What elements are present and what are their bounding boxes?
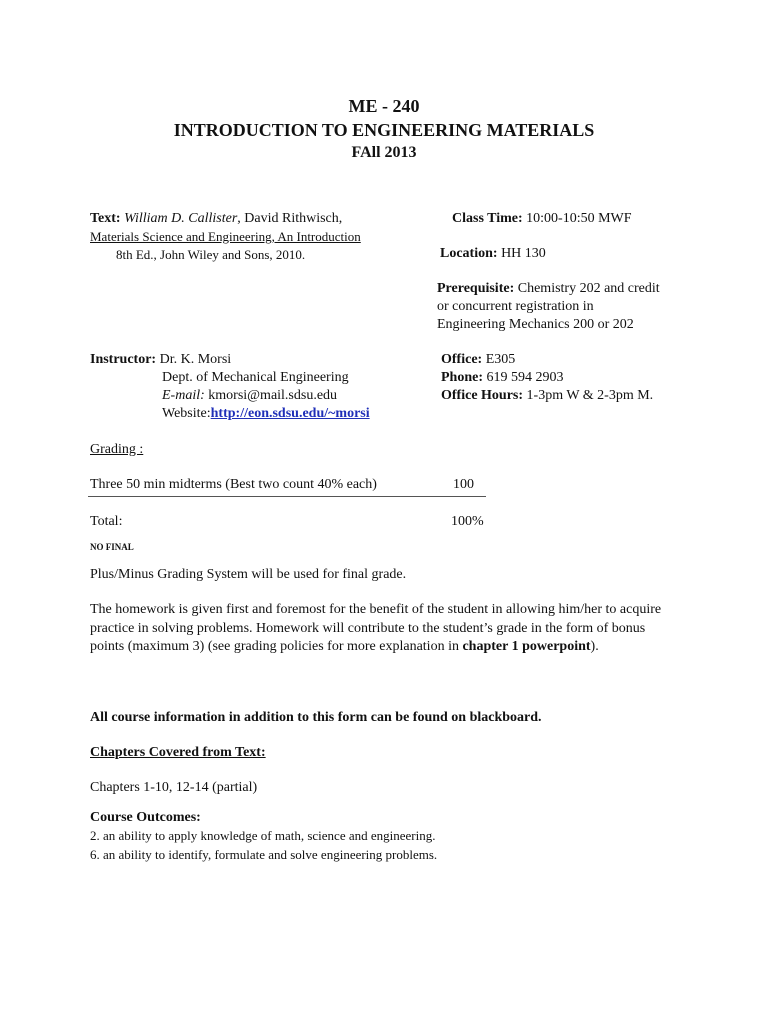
instructor-dept: Dept. of Mechanical Engineering bbox=[162, 370, 349, 385]
no-final-note: NO FINAL bbox=[90, 542, 134, 552]
office-hours-value: 1-3pm W & 2-3pm M. bbox=[526, 388, 654, 403]
location-value: HH 130 bbox=[501, 246, 546, 261]
email-value: kmorsi@mail.sdsu.edu bbox=[208, 388, 338, 403]
instructor-email-line bbox=[162, 387, 337, 405]
grading-total-value: 100% bbox=[451, 514, 484, 529]
book-coauthor: , David Rithwisch, bbox=[237, 211, 343, 226]
class-time-label: Class Time: bbox=[452, 211, 523, 226]
class-time bbox=[452, 210, 632, 228]
text-label: Text: bbox=[90, 211, 121, 226]
website-link[interactable]: http://eon.sdsu.edu/~morsi bbox=[210, 406, 370, 421]
office-line bbox=[441, 351, 515, 369]
text-line bbox=[90, 210, 342, 228]
location-label: Location: bbox=[440, 246, 498, 261]
chapters-value: Chapters 1-10, 12-14 (partial) bbox=[90, 780, 258, 795]
instructor-line bbox=[90, 351, 231, 369]
grading-divider bbox=[88, 496, 486, 497]
prerequisite-value: Chemistry 202 and credit bbox=[517, 281, 660, 296]
chapters-heading: Chapters Covered from Text: bbox=[90, 745, 266, 760]
prerequisite-line-3: Engineering Mechanics 200 or 202 bbox=[437, 317, 634, 332]
homework-text: The homework is given first and foremost for the benefit of the student in allowing him/her to acquire practice in solving problems. Homework will contribute to the student’s grade in the form of bonus points (maximum 3) (see grading policies for more explanation in bbox=[90, 602, 662, 654]
blackboard-note: All course information in addition to this form can be found on blackboard. bbox=[90, 710, 542, 725]
homework-end: ). bbox=[590, 639, 599, 654]
homework-bold-reference: chapter 1 powerpoint bbox=[462, 639, 591, 654]
course-code: ME - 240 bbox=[348, 96, 420, 116]
grading-row-value: 100 bbox=[453, 477, 474, 492]
instructor-label: Instructor: bbox=[90, 352, 157, 367]
location bbox=[440, 245, 546, 263]
email-label: E-mail: bbox=[162, 388, 205, 403]
prerequisite-label: Prerequisite: bbox=[437, 281, 515, 296]
website-label: Website: bbox=[162, 406, 211, 421]
phone-line bbox=[441, 369, 564, 387]
outcome-item: 6. an ability to identify, formulate and solve engineering problems. bbox=[90, 847, 438, 862]
office-label: Office: bbox=[441, 352, 483, 367]
prerequisite-line-2: or concurrent registration in bbox=[437, 299, 594, 314]
phone-value: 619 594 2903 bbox=[486, 370, 564, 385]
office-hours-line bbox=[441, 387, 653, 405]
term: FAll 2013 bbox=[351, 144, 417, 161]
outcome-item: 2. an ability to apply knowledge of math, science and engineering. bbox=[90, 828, 436, 843]
grading-total-label: Total: bbox=[90, 514, 123, 529]
grading-heading: Grading : bbox=[90, 442, 144, 457]
homework-paragraph bbox=[90, 601, 670, 657]
class-time-value: 10:00-10:50 MWF bbox=[526, 211, 632, 226]
instructor-name: Dr. K. Morsi bbox=[159, 352, 232, 367]
outcomes-heading: Course Outcomes: bbox=[90, 810, 201, 825]
office-value: E305 bbox=[485, 352, 516, 367]
plus-minus-note: Plus/Minus Grading System will be used for final grade. bbox=[90, 567, 407, 582]
instructor-website-line bbox=[162, 405, 370, 423]
book-title: Materials Science and Engineering, An Introduction bbox=[90, 229, 361, 244]
prerequisite-line-1 bbox=[437, 280, 660, 298]
course-title: INTRODUCTION TO ENGINEERING MATERIALS bbox=[173, 120, 595, 140]
book-edition: 8th Ed., John Wiley and Sons, 2010. bbox=[116, 247, 306, 262]
grading-row-label: Three 50 min midterms (Best two count 40% each) bbox=[90, 477, 377, 492]
book-author: William D. Callister bbox=[124, 211, 238, 226]
phone-label: Phone: bbox=[441, 370, 483, 385]
office-hours-label: Office Hours: bbox=[441, 388, 524, 403]
